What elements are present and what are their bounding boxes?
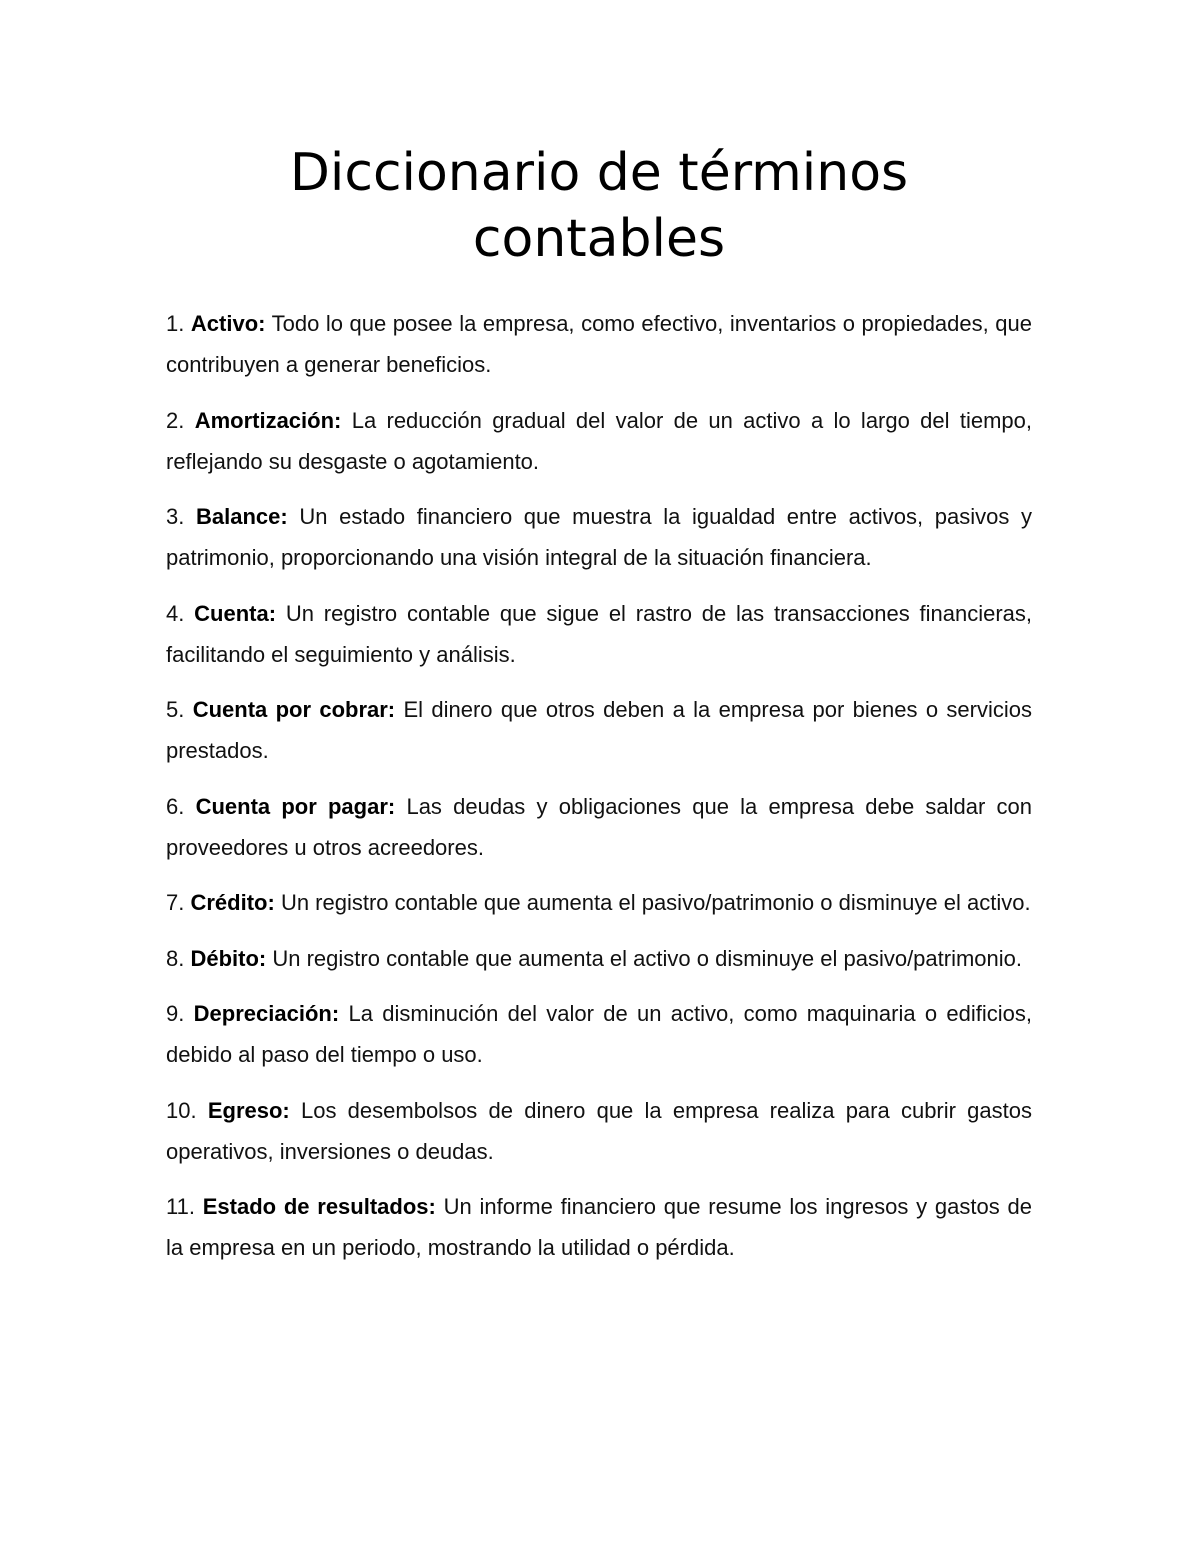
list-item <box>166 593 1032 675</box>
page-title <box>166 140 1032 272</box>
term-number: 2. <box>166 407 185 433</box>
list-item <box>166 400 1032 482</box>
term-name: Cuenta por cobrar: <box>192 697 396 722</box>
term-name: Cuenta: <box>194 600 277 626</box>
term-number: 8. <box>166 945 185 971</box>
terms-list <box>166 303 1032 1283</box>
title-line-2: contables <box>472 209 726 269</box>
list-item <box>166 1090 1032 1172</box>
list-item <box>166 786 1032 868</box>
list-item <box>166 938 1032 979</box>
term-number: 6. <box>166 793 185 819</box>
list-item <box>166 993 1032 1075</box>
term-name: Egreso: <box>207 1097 290 1123</box>
title-line-1: Diccionario de términos <box>289 143 909 203</box>
term-definition: Las deudas y obligaciones que la empresa debe saldar con proveedores u otros acreedores. <box>166 793 1032 860</box>
term-name: Balance: <box>196 504 288 529</box>
list-item <box>166 1186 1032 1268</box>
list-item <box>166 496 1032 578</box>
term-definition: Un informe financiero que resume los ingresos y gastos de la empresa en un periodo, mostrando la utilidad o pérdida. <box>166 1194 1032 1260</box>
term-definition: Un registro contable que aumenta el pasivo/patrimonio o disminuye el activo. <box>280 890 1031 915</box>
term-name: Estado de resultados: <box>202 1194 436 1219</box>
term-number: 3. <box>166 504 185 529</box>
term-number: 1. <box>166 311 185 336</box>
term-number: 7. <box>166 890 185 915</box>
term-name: Activo: <box>190 311 266 336</box>
term-name: Cuenta por pagar: <box>195 793 396 819</box>
term-definition: Los desembolsos de dinero que la empresa realiza para cubrir gastos operativos, inversiones o deudas. <box>166 1097 1033 1164</box>
term-definition: Un registro contable que aumenta el activo o disminuye el pasivo/patrimonio. <box>272 945 1023 971</box>
list-item <box>166 689 1032 771</box>
list-item <box>166 303 1032 385</box>
term-definition: Un registro contable que sigue el rastro de las transacciones financieras, facilitando el seguimiento y análisis. <box>166 600 1032 667</box>
term-definition: La disminución del valor de un activo, como maquinaria o edificios, debido al paso del tiempo o uso. <box>166 1001 1032 1067</box>
term-name: Crédito: <box>190 890 275 915</box>
term-number: 10. <box>166 1097 197 1123</box>
term-number: 11. <box>166 1194 195 1219</box>
term-definition: El dinero que otros deben a la empresa por bienes o servicios prestados. <box>166 697 1032 763</box>
term-name: Amortización: <box>194 407 342 433</box>
term-name: Débito: <box>190 945 267 971</box>
term-definition: Todo lo que posee la empresa, como efectivo, inventarios o propiedades, que contribuyen a generar beneficios. <box>166 311 1032 377</box>
term-number: 9. <box>166 1001 185 1026</box>
term-number: 4. <box>166 600 185 626</box>
list-item <box>166 882 1032 923</box>
term-definition: La reducción gradual del valor de un activo a lo largo del tiempo, reflejando su desgaste o agotamiento. <box>166 407 1032 474</box>
term-number: 5. <box>166 697 185 722</box>
term-definition: Un estado financiero que muestra la igualdad entre activos, pasivos y patrimonio, proporcionando una visión integral de la situación financiera. <box>166 504 1033 570</box>
term-name: Depreciación: <box>193 1001 340 1026</box>
